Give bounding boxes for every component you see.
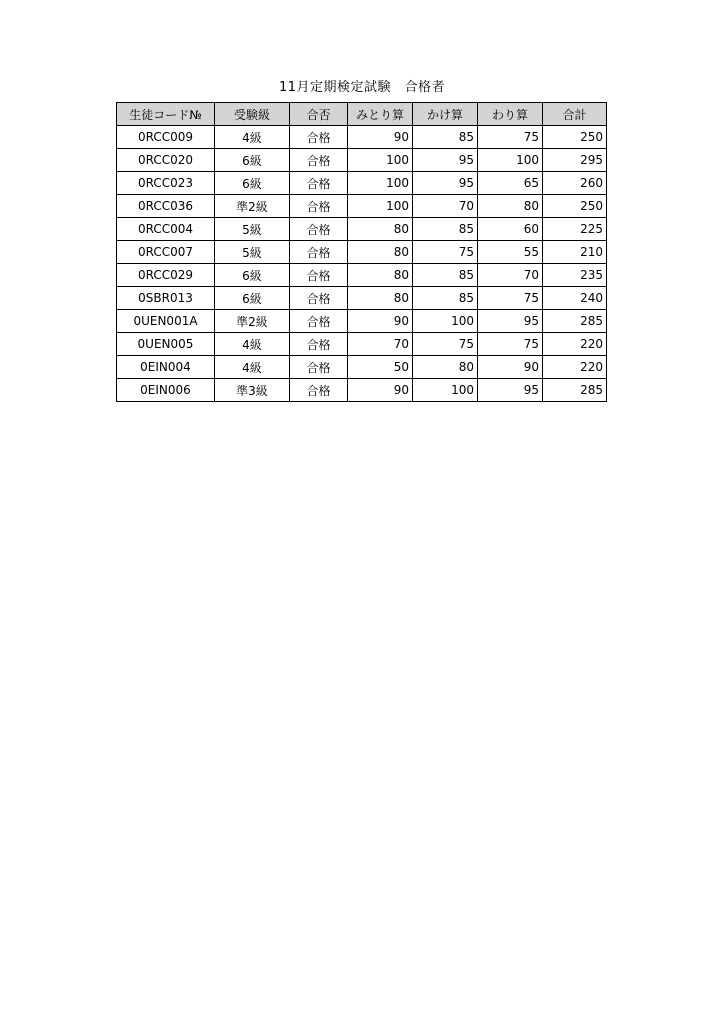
student-code-cell: 0EIN004 — [117, 356, 215, 379]
mitori-zan-cell: 100 — [348, 172, 413, 195]
total-cell: 295 — [543, 149, 607, 172]
mitori-zan-cell: 70 — [348, 333, 413, 356]
total-cell: 250 — [543, 126, 607, 149]
table-row — [117, 264, 607, 287]
wari-zan-cell: 65 — [478, 172, 543, 195]
table-row — [117, 126, 607, 149]
kake-zan-cell: 85 — [413, 287, 478, 310]
total-cell: 235 — [543, 264, 607, 287]
student-code-cell: 0EIN006 — [117, 379, 215, 402]
mitori-zan-cell: 90 — [348, 126, 413, 149]
kake-zan-cell: 85 — [413, 218, 478, 241]
student-code-cell: 0RCC029 — [117, 264, 215, 287]
table-row — [117, 287, 607, 310]
kake-zan-cell: 85 — [413, 126, 478, 149]
total-cell: 210 — [543, 241, 607, 264]
wari-zan-cell: 100 — [478, 149, 543, 172]
student-code-cell: 0RCC036 — [117, 195, 215, 218]
pass-fail-cell: 合格 — [290, 241, 348, 264]
table-row — [117, 379, 607, 402]
exam-grade-cell: 6級 — [215, 149, 290, 172]
student-code-cell: 0RCC020 — [117, 149, 215, 172]
pass-fail-cell: 合格 — [290, 218, 348, 241]
exam-grade-cell: 6級 — [215, 172, 290, 195]
table-row — [117, 218, 607, 241]
table-row — [117, 356, 607, 379]
student-code-cell: 0SBR013 — [117, 287, 215, 310]
pass-fail-cell: 合格 — [290, 310, 348, 333]
header-kake-zan: かけ算 — [413, 103, 478, 126]
wari-zan-cell: 60 — [478, 218, 543, 241]
exam-grade-cell: 5級 — [215, 218, 290, 241]
pass-fail-cell: 合格 — [290, 195, 348, 218]
header-total: 合計 — [543, 103, 607, 126]
wari-zan-cell: 55 — [478, 241, 543, 264]
wari-zan-cell: 75 — [478, 287, 543, 310]
wari-zan-cell: 95 — [478, 379, 543, 402]
student-code-cell: 0UEN005 — [117, 333, 215, 356]
mitori-zan-cell: 100 — [348, 149, 413, 172]
total-cell: 250 — [543, 195, 607, 218]
student-code-cell: 0RCC007 — [117, 241, 215, 264]
pass-fail-cell: 合格 — [290, 333, 348, 356]
table-row — [117, 149, 607, 172]
mitori-zan-cell: 100 — [348, 195, 413, 218]
wari-zan-cell: 75 — [478, 333, 543, 356]
pass-fail-cell: 合格 — [290, 287, 348, 310]
kake-zan-cell: 75 — [413, 241, 478, 264]
exam-grade-cell: 準3級 — [215, 379, 290, 402]
mitori-zan-cell: 90 — [348, 310, 413, 333]
kake-zan-cell: 100 — [413, 379, 478, 402]
mitori-zan-cell: 80 — [348, 287, 413, 310]
wari-zan-cell: 80 — [478, 195, 543, 218]
wari-zan-cell: 90 — [478, 356, 543, 379]
table-row — [117, 172, 607, 195]
exam-grade-cell: 5級 — [215, 241, 290, 264]
total-cell: 285 — [543, 310, 607, 333]
header-wari-zan: わり算 — [478, 103, 543, 126]
kake-zan-cell: 75 — [413, 333, 478, 356]
pass-fail-cell: 合格 — [290, 172, 348, 195]
pass-fail-cell: 合格 — [290, 356, 348, 379]
header-exam-grade: 受験級 — [215, 103, 290, 126]
wari-zan-cell: 70 — [478, 264, 543, 287]
exam-grade-cell: 準2級 — [215, 195, 290, 218]
total-cell: 220 — [543, 356, 607, 379]
page-title: 11月定期検定試験 合格者 — [278, 80, 446, 95]
total-cell: 240 — [543, 287, 607, 310]
kake-zan-cell: 85 — [413, 264, 478, 287]
kake-zan-cell: 100 — [413, 310, 478, 333]
table-body — [117, 126, 607, 402]
mitori-zan-cell: 80 — [348, 241, 413, 264]
wari-zan-cell: 75 — [478, 126, 543, 149]
student-code-cell: 0RCC023 — [117, 172, 215, 195]
pass-fail-cell: 合格 — [290, 126, 348, 149]
pass-fail-cell: 合格 — [290, 149, 348, 172]
mitori-zan-cell: 90 — [348, 379, 413, 402]
table-row — [117, 310, 607, 333]
wari-zan-cell: 95 — [478, 310, 543, 333]
total-cell: 260 — [543, 172, 607, 195]
kake-zan-cell: 70 — [413, 195, 478, 218]
kake-zan-cell: 95 — [413, 149, 478, 172]
total-cell: 225 — [543, 218, 607, 241]
exam-grade-cell: 4級 — [215, 126, 290, 149]
exam-grade-cell: 6級 — [215, 287, 290, 310]
table-header-row — [117, 103, 607, 126]
kake-zan-cell: 95 — [413, 172, 478, 195]
table-row — [117, 241, 607, 264]
kake-zan-cell: 80 — [413, 356, 478, 379]
total-cell: 220 — [543, 333, 607, 356]
pass-fail-cell: 合格 — [290, 264, 348, 287]
mitori-zan-cell: 50 — [348, 356, 413, 379]
header-mitori-zan: みとり算 — [348, 103, 413, 126]
header-student-code: 生徒コード№ — [117, 103, 215, 126]
student-code-cell: 0UEN001A — [117, 310, 215, 333]
student-code-cell: 0RCC009 — [117, 126, 215, 149]
total-cell: 285 — [543, 379, 607, 402]
exam-grade-cell: 4級 — [215, 356, 290, 379]
results-table — [116, 102, 607, 402]
pass-fail-cell: 合格 — [290, 379, 348, 402]
student-code-cell: 0RCC004 — [117, 218, 215, 241]
mitori-zan-cell: 80 — [348, 264, 413, 287]
exam-grade-cell: 6級 — [215, 264, 290, 287]
exam-grade-cell: 準2級 — [215, 310, 290, 333]
table-row — [117, 195, 607, 218]
header-pass-fail: 合否 — [290, 103, 348, 126]
mitori-zan-cell: 80 — [348, 218, 413, 241]
exam-grade-cell: 4級 — [215, 333, 290, 356]
table-row — [117, 333, 607, 356]
